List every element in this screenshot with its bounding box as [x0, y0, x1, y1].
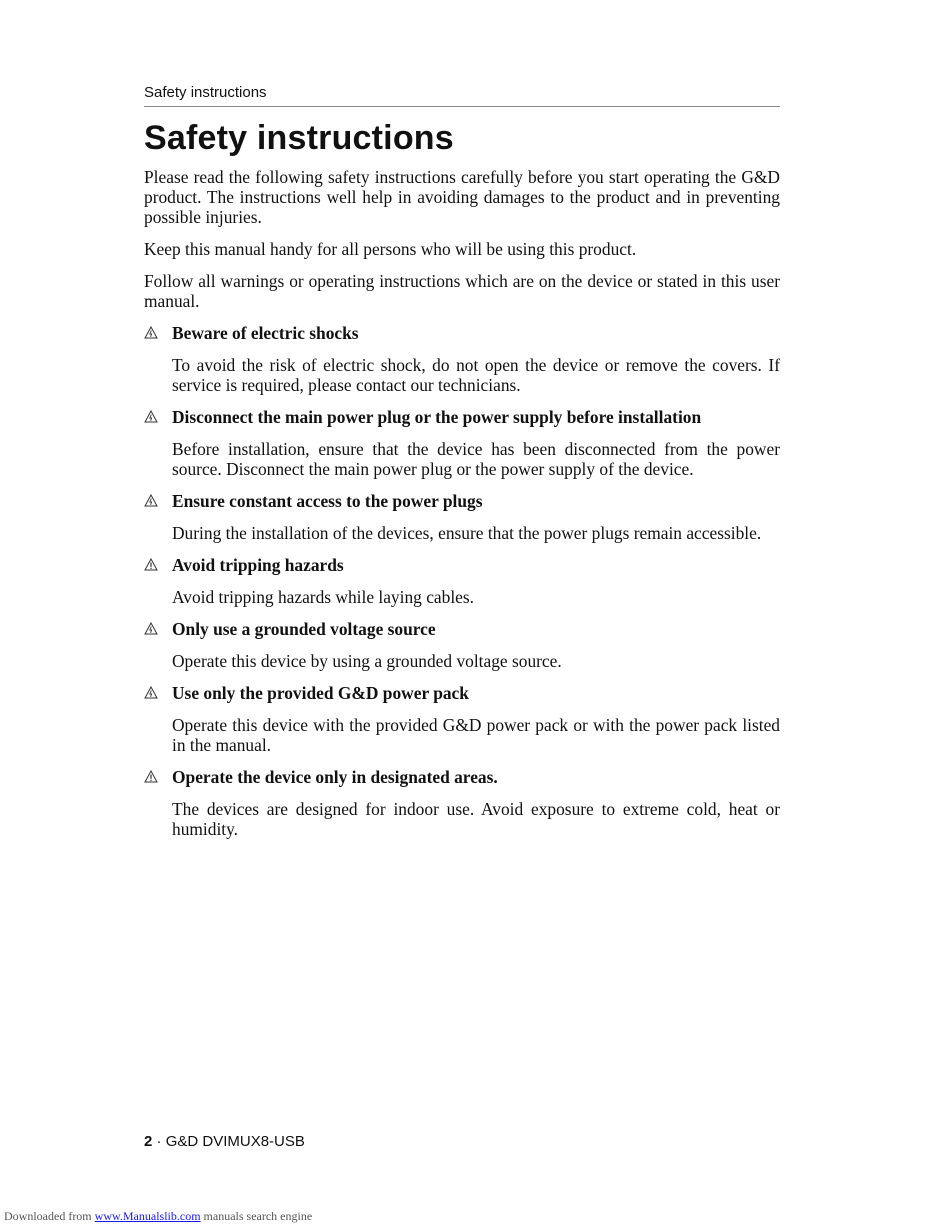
warning-heading: Avoid tripping hazards	[172, 555, 344, 575]
warning-text: Avoid tripping hazards while laying cables.	[172, 587, 475, 607]
main-content	[144, 167, 780, 851]
intro-paragraph: Keep this manual handy for all persons who will be using this product.	[144, 239, 637, 259]
warning-item	[144, 683, 780, 755]
warning-heading: Only use a grounded voltage source	[172, 619, 436, 639]
warning-triangle-icon	[144, 494, 158, 507]
warning-text: During the installation of the devices, ensure that the power plugs remain accessible.	[172, 523, 762, 543]
warning-text: Before installation, ensure that the device has been disconnected from the power source. Disconnect the main power plug or the power supply of the device.	[172, 439, 780, 479]
caution-triangle-icon	[144, 770, 158, 783]
warning-triangle-icon	[144, 326, 158, 339]
warning-heading: Operate the device only in designated areas.	[172, 767, 498, 787]
warning-item	[144, 407, 780, 479]
warning-triangle-icon	[144, 410, 158, 423]
warning-item	[144, 767, 780, 839]
warning-heading: Use only the provided G&D power pack	[172, 683, 469, 703]
running-header	[144, 84, 780, 107]
page-number: 2	[144, 1133, 153, 1150]
warning-text: The devices are designed for indoor use. Avoid exposure to extreme cold, heat or humidity.	[172, 799, 780, 839]
warning-text: Operate this device by using a grounded voltage source.	[172, 651, 562, 671]
intro-paragraph: Please read the following safety instructions carefully before you start operating the G&D product. The instructions well help in avoiding damages to the product and in preventing possible injuries.	[144, 167, 780, 227]
warning-item	[144, 323, 780, 395]
warning-item	[144, 619, 780, 671]
warning-text: To avoid the risk of electric shock, do not open the device or remove the covers. If service is required, please contact our technicians.	[172, 355, 780, 395]
warning-heading: Beware of electric shocks	[172, 323, 359, 343]
running-header-title: Safety instructions	[144, 84, 267, 101]
footer-product-name: G&D DVIMUX8-USB	[165, 1133, 305, 1150]
manualslib-link[interactable]: www.Manualslib.com	[94, 1209, 201, 1223]
warning-heading: Disconnect the main power plug or the power supply before installation	[172, 407, 702, 427]
warning-heading: Ensure constant access to the power plugs	[172, 491, 483, 511]
warning-item	[144, 555, 780, 607]
warning-list	[144, 323, 780, 839]
intro-paragraph: Follow all warnings or operating instructions which are on the device or stated in this user manual.	[144, 271, 780, 311]
page-title: Safety instructions	[144, 119, 454, 157]
page-footer	[144, 1133, 305, 1151]
download-credit	[4, 1209, 312, 1223]
warning-triangle-icon	[144, 686, 158, 699]
download-prefix: Downloaded from	[4, 1209, 92, 1223]
footer-separator: ·	[156, 1133, 162, 1150]
warning-triangle-icon	[144, 622, 158, 635]
warning-text: Operate this device with the provided G&D power pack or with the power pack listed in the manual.	[172, 715, 780, 755]
caution-triangle-icon	[144, 558, 158, 571]
warning-item	[144, 491, 780, 543]
download-suffix: manuals search engine	[203, 1209, 313, 1223]
